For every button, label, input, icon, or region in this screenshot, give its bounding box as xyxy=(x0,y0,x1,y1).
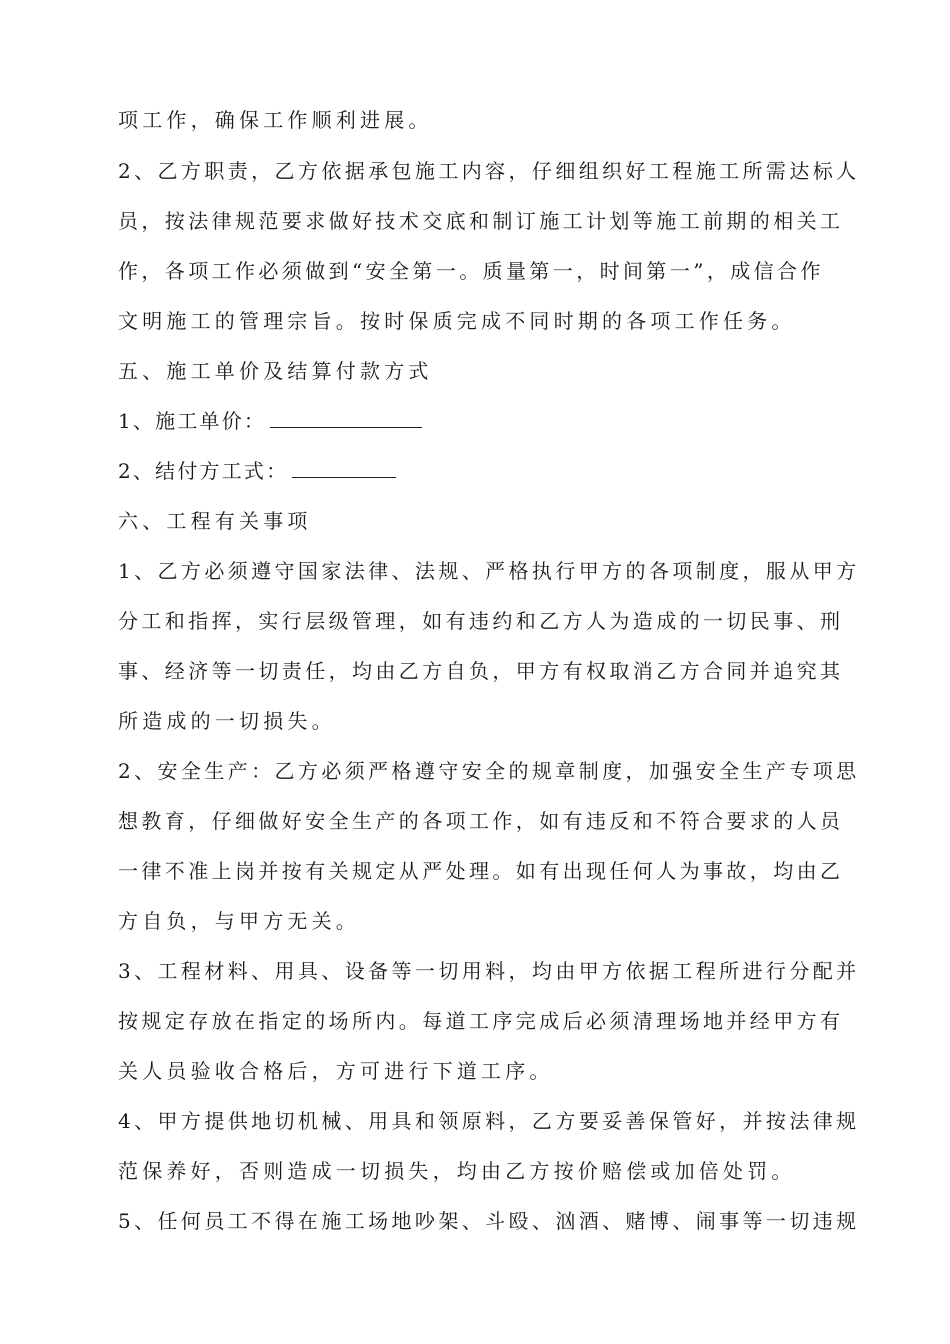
text-line: 按规定存放在指定的场所内。每道工序完成后必须清理场地并经甲方有 xyxy=(118,1009,844,1033)
payment-method-line xyxy=(118,457,838,485)
text-line: 所造成的一切损失。 xyxy=(118,709,336,733)
text-line: 2、安全生产：乙方必须严格遵守安全的规章制度，加强安全生产专项思 xyxy=(118,759,860,783)
section-heading: 六、工程有关事项 xyxy=(118,509,312,533)
text-line: 作，各项工作必须做到“安全第一。质量第一，时间第一”，成信合作 xyxy=(118,259,824,283)
text-line: 分工和指挥，实行层级管理，如有违约和乙方人为造成的一切民事、刑 xyxy=(118,609,844,633)
text-line: 1、乙方必须遵守国家法律、法规、严格执行甲方的各项制度，服从甲方 xyxy=(118,559,860,583)
text-line: 文明施工的管理宗旨。按时保质完成不同时期的各项工作任务。 xyxy=(118,309,796,333)
text-line: 4、甲方提供地切机械、用具和领原料，乙方要妥善保管好，并按法律规 xyxy=(118,1109,860,1133)
text-line: 一律不准上岗并按有关规定从严处理。如有出现任何人为事故，均由乙 xyxy=(118,859,844,883)
text-line: 员，按法律规范要求做好技术交底和制订施工计划等施工前期的相关工 xyxy=(118,209,844,233)
text-line: 事、经济等一切责任，均由乙方自负，甲方有权取消乙方合同并追究其 xyxy=(118,659,844,683)
payment-method-label: 2、结付方工式： xyxy=(118,459,289,483)
text-line: 2、乙方职责，乙方依据承包施工内容，仔细组织好工程施工所需达标人 xyxy=(118,159,860,183)
text-line: 范保养好，否则造成一切损失，均由乙方按价赔偿或加倍处罚。 xyxy=(118,1159,796,1183)
section-heading: 五、施工单价及结算付款方式 xyxy=(118,359,433,383)
text-line: 项工作，确保工作顺利进展。 xyxy=(118,108,433,132)
text-line: 想教育，仔细做好安全生产的各项工作，如有违反和不符合要求的人员 xyxy=(118,809,844,833)
unit-price-line xyxy=(118,407,838,435)
unit-price-label: 1、施工单价： xyxy=(118,409,267,433)
text-line: 方自负，与甲方无关。 xyxy=(118,909,360,933)
text-line: 5、任何员工不得在施工场地吵架、斗殴、汹酒、赌博、闹事等一切违规 xyxy=(118,1209,860,1233)
text-line: 关人员验收合格后，方可进行下道工序。 xyxy=(118,1059,554,1083)
unit-price-blank xyxy=(270,409,422,428)
payment-method-blank xyxy=(292,459,396,478)
text-line: 3、工程材料、用具、设备等一切用料，均由甲方依据工程所进行分配并 xyxy=(118,959,860,983)
